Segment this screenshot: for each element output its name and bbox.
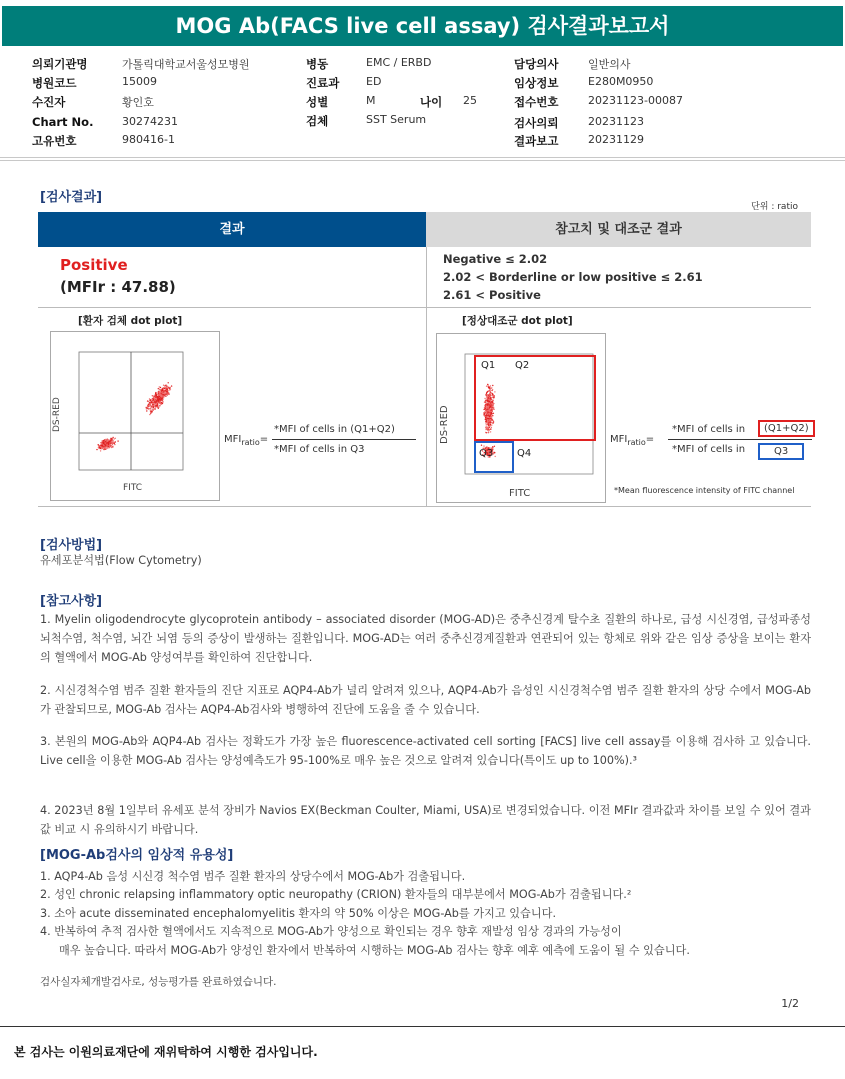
- dot: [487, 384, 488, 385]
- dot: [115, 441, 116, 442]
- request-label: 검사의뢰: [514, 116, 559, 130]
- dot: [483, 445, 484, 446]
- dot: [111, 439, 112, 440]
- dot: [487, 422, 488, 423]
- dot: [484, 398, 485, 399]
- dot: [100, 450, 101, 451]
- dot: [100, 442, 101, 443]
- dot: [158, 396, 159, 397]
- dot: [157, 397, 158, 398]
- chart-value: 30274231: [122, 115, 178, 128]
- dot: [108, 446, 109, 447]
- dot: [486, 408, 487, 409]
- denominator-left: *MFI of cells in Q3: [274, 444, 365, 455]
- institution-value: 가톨릭대학교서울성모병원: [122, 58, 250, 71]
- utility-section-title: [MOG-Ab검사의 임상적 유용성]: [40, 848, 234, 863]
- dot: [485, 400, 486, 401]
- dot: [157, 394, 158, 395]
- dot: [491, 411, 492, 412]
- dot: [151, 402, 152, 403]
- dot: [112, 443, 113, 444]
- dot: [153, 403, 154, 404]
- dot: [493, 421, 494, 422]
- dot: [168, 382, 169, 383]
- dot: [488, 402, 489, 403]
- dot: [98, 447, 99, 448]
- divider: [0, 160, 845, 161]
- dot: [153, 397, 154, 398]
- dot: [485, 432, 486, 433]
- dot: [161, 395, 162, 396]
- dot: [108, 444, 109, 445]
- dot: [494, 395, 495, 396]
- dot: [487, 392, 488, 393]
- dot: [491, 424, 492, 425]
- dot: [494, 446, 495, 447]
- sex-label: 성별: [306, 95, 329, 109]
- dot: [491, 413, 492, 414]
- dot: [170, 387, 171, 388]
- result-value: Positive: [60, 256, 128, 274]
- dot: [157, 403, 158, 404]
- dot: [147, 408, 148, 409]
- dot: [149, 414, 150, 415]
- dot: [156, 400, 157, 401]
- fraction-line-right: [668, 439, 812, 440]
- patient-info: [0, 56, 845, 151]
- dot: [492, 385, 493, 386]
- dot: [159, 392, 160, 393]
- dot: [488, 398, 489, 399]
- dot: [158, 408, 159, 409]
- utility-item-4: 4. 반복하여 추적 검사한 혈액에서도 지속적으로 MOG-Ab가 양성으로 확인되는 경우 향후 재발성 임상 경과의 가능성이: [40, 925, 622, 938]
- dot: [160, 394, 161, 395]
- numerator-left: *MFI of cells in (Q1+Q2): [274, 424, 395, 435]
- dot: [165, 390, 166, 391]
- notes-section-title: [참고사항]: [40, 594, 103, 609]
- result-divider: [426, 247, 427, 507]
- reference-header: 참고치 및 대조군 결과: [426, 212, 811, 247]
- x-axis-label: FITC: [509, 488, 531, 499]
- dot: [491, 416, 492, 417]
- receipt-label: 접수번호: [514, 95, 559, 109]
- dot: [488, 407, 489, 408]
- dot: [153, 396, 154, 397]
- dot: [104, 439, 105, 440]
- utility-item-2: 2. 성인 chronic relapsing inflammatory optic neuropathy (CRION) 환자들의 대부분에서 MOG-Ab가 검출됩니다.²: [40, 888, 632, 901]
- dot: [491, 388, 492, 389]
- utility-item-3: 3. 소아 acute disseminated encephalomyelitis 환자의 약 50% 이상은 MOG-Ab를 가지고 있습니다.: [40, 907, 556, 920]
- dot: [102, 440, 103, 441]
- dot: [160, 399, 161, 400]
- dot: [484, 411, 485, 412]
- dot: [490, 428, 491, 429]
- dot: [159, 403, 160, 404]
- dot: [113, 438, 114, 439]
- request-value: 20231123: [588, 115, 644, 128]
- dot: [491, 422, 492, 423]
- dept-label: 진료과: [306, 76, 340, 90]
- mfir-value: (MFIr : 47.88): [60, 278, 176, 296]
- dot: [490, 397, 491, 398]
- control-plot-title: [정상대조군 dot plot]: [462, 315, 573, 327]
- dot: [166, 385, 167, 386]
- denominator-right: *MFI of cells in: [672, 444, 746, 455]
- dot: [155, 392, 156, 393]
- dot: [492, 420, 493, 421]
- q1-label: Q1: [481, 360, 496, 371]
- dot: [109, 447, 110, 448]
- dot: [159, 395, 160, 396]
- dot: [162, 389, 163, 390]
- dot: [161, 402, 162, 403]
- dot: [158, 388, 159, 389]
- doctor-label: 담당의사: [514, 57, 559, 71]
- dot: [108, 440, 109, 441]
- dot: [159, 405, 160, 406]
- dot: [490, 425, 491, 426]
- note-1: 1. Myelin oligodendrocyte glycoprotein antibody – associated disorder (MOG-AD)은 중추신경계 탈수초 질환의 하나로, 급성 시신경염, 급성파종성 뇌척수염, 척수염, 뇌간 뇌염 등의 증상이 발생하는 질환입니다. MOG-AD는 여러 중추신경계질환과 연관되어 있는 항체로 위와 같은 임상 증상을 보이는 환자의 혈액에서 MOG-Ab 양성여부를 확인하여 진단합니다.: [40, 613, 811, 664]
- dot: [110, 438, 111, 439]
- clinical-value: E280M0950: [588, 75, 654, 88]
- dot: [485, 427, 486, 428]
- dot: [114, 444, 115, 445]
- chart-label: Chart No.: [32, 115, 94, 129]
- unique-label: 고유번호: [32, 134, 77, 148]
- result-hline: [38, 307, 811, 308]
- dot: [111, 441, 112, 442]
- dot: [148, 403, 149, 404]
- validation-note: 검사실자체개발검사로, 성능평가를 완료하였습니다.: [40, 976, 277, 988]
- dot: [117, 440, 118, 441]
- method-text: 유세포분석법(Flow Cytometry): [40, 554, 202, 567]
- dot: [488, 390, 489, 391]
- dot: [98, 444, 99, 445]
- dot: [102, 445, 103, 446]
- dot: [162, 391, 163, 392]
- report-date-value: 20231129: [588, 133, 644, 146]
- mean-note: *Mean fluorescence intensity of FITC channel: [614, 486, 795, 495]
- mfi-text: MFI: [610, 434, 628, 445]
- footer-divider: [0, 1026, 845, 1027]
- utility-item-4-cont: 매우 높습니다. 따라서 MOG-Ab가 양성인 환자에서 반복하여 시행하는 MOG-Ab 검사는 향후 예후 예측에 도움이 될 수 있습니다.: [59, 944, 690, 957]
- dot: [151, 406, 152, 407]
- dot: [156, 404, 157, 405]
- dot: [489, 414, 490, 415]
- y-axis-label: DS-RED: [52, 397, 62, 432]
- ref-negative: Negative ≤ 2.02: [443, 252, 548, 266]
- dot: [112, 437, 113, 438]
- dot: [491, 427, 492, 428]
- clinical-label: 임상정보: [514, 76, 559, 90]
- dot: [105, 445, 106, 446]
- dot: [483, 414, 484, 415]
- dot: [488, 432, 489, 433]
- dot: [165, 392, 166, 393]
- dot: [493, 407, 494, 408]
- dot: [489, 405, 490, 406]
- dot: [486, 386, 487, 387]
- dot: [488, 418, 489, 419]
- method-section-title: [검사방법]: [40, 538, 103, 553]
- specimen-label: 검체: [306, 114, 329, 128]
- dot: [490, 391, 491, 392]
- unit-label: 단위 : ratio: [751, 202, 798, 212]
- equals-sign: =: [645, 434, 655, 445]
- dot: [146, 410, 147, 411]
- dot: [149, 398, 150, 399]
- dot: [490, 422, 491, 423]
- dot: [112, 440, 113, 441]
- q2-label: Q2: [515, 360, 530, 371]
- dot: [156, 394, 157, 395]
- numerator-q1q2-box: (Q1+Q2): [758, 420, 815, 437]
- fraction-line-left: [272, 439, 416, 440]
- dot: [493, 397, 494, 398]
- receipt-value: 20231123-00087: [588, 94, 683, 107]
- dot: [489, 387, 490, 388]
- patient-plot-frame: [50, 331, 220, 501]
- dot: [484, 408, 485, 409]
- dot: [151, 408, 152, 409]
- q3-label: Q3: [479, 448, 494, 459]
- x-axis-label: FITC: [123, 483, 143, 493]
- dot: [112, 446, 113, 447]
- dot: [150, 408, 151, 409]
- dot: [490, 399, 491, 400]
- dot: [150, 410, 151, 411]
- ward-value: EMC / ERBD: [366, 56, 432, 69]
- dot: [487, 418, 488, 419]
- dot: [105, 439, 106, 440]
- dot: [101, 448, 102, 449]
- dot: [484, 416, 485, 417]
- dot: [490, 385, 491, 386]
- mfi-label-right: [610, 434, 654, 447]
- dot: [489, 395, 490, 396]
- dot: [489, 416, 490, 417]
- ward-label: 병동: [306, 57, 329, 71]
- dot: [165, 396, 166, 397]
- mfi-text: MFI: [224, 434, 242, 445]
- dot: [164, 393, 165, 394]
- dot: [486, 396, 487, 397]
- dot: [167, 386, 168, 387]
- dot: [486, 426, 487, 427]
- dot: [110, 442, 111, 443]
- dot: [492, 397, 493, 398]
- dot: [102, 442, 103, 443]
- dot: [155, 408, 156, 409]
- dot: [158, 400, 159, 401]
- dot: [155, 396, 156, 397]
- dot: [492, 406, 493, 407]
- utility-item-1: 1. AQP4-Ab 음성 시신경 척수염 범주 질환 환자의 상당수에서 MOG-Ab가 검출됩니다.: [40, 870, 466, 883]
- dot: [167, 390, 168, 391]
- sex-value: M: [366, 94, 376, 107]
- dot: [492, 400, 493, 401]
- result-section-title: [검사결과]: [40, 190, 103, 205]
- dot: [492, 403, 493, 404]
- doctor-value: 일반의사: [588, 58, 631, 71]
- dot: [486, 410, 487, 411]
- dot: [161, 399, 162, 400]
- dot: [100, 447, 101, 448]
- dot: [103, 446, 104, 447]
- dot: [486, 412, 487, 413]
- dot: [156, 395, 157, 396]
- dot: [487, 400, 488, 401]
- dot: [492, 389, 493, 390]
- dot: [108, 442, 109, 443]
- dot: [106, 448, 107, 449]
- dot: [106, 444, 107, 445]
- dot: [488, 430, 489, 431]
- ref-positive: 2.61 < Positive: [443, 288, 541, 302]
- control-plot-frame: [436, 333, 606, 503]
- dot: [485, 422, 486, 423]
- hospital-code-label: 병원코드: [32, 76, 77, 90]
- dot: [487, 412, 488, 413]
- mfi-label-left: [224, 434, 268, 447]
- dot: [150, 413, 151, 414]
- dept-value: ED: [366, 75, 382, 88]
- dot: [484, 412, 485, 413]
- dot: [490, 419, 491, 420]
- dot: [99, 445, 100, 446]
- dot: [159, 389, 160, 390]
- dot: [487, 430, 488, 431]
- dot: [488, 424, 489, 425]
- unique-value: 980416-1: [122, 133, 175, 146]
- patient-plot-title: [환자 검체 dot plot]: [78, 315, 183, 327]
- dot: [487, 406, 488, 407]
- dot: [163, 385, 164, 386]
- note-4: 4. 2023년 8월 1일부터 유세포 분석 장비가 Navios EX(Beckman Coulter, Miami, USA)로 변경되었습니다. 이전 MFIr 결과값과 차이를 보일 수 있어 결과값 비교 시 유의하시기 바랍니다.: [40, 804, 811, 836]
- dot: [152, 406, 153, 407]
- dot: [104, 444, 105, 445]
- dot: [109, 441, 110, 442]
- dot: [151, 412, 152, 413]
- dot: [485, 423, 486, 424]
- dot: [489, 421, 490, 422]
- dot: [490, 401, 491, 402]
- dot: [492, 393, 493, 394]
- report-title: MOG Ab(FACS live cell assay) 검사결과보고서: [2, 6, 843, 46]
- dot: [486, 414, 487, 415]
- dot: [115, 438, 116, 439]
- dot: [147, 400, 148, 401]
- dot: [485, 418, 486, 419]
- dot: [105, 441, 106, 442]
- patient-dot-plot: [51, 332, 219, 500]
- note-3: 3. 본원의 MOG-Ab와 AQP4-Ab 검사는 정확도가 가장 높은 fluorescence-activated cell sorting [FACS] live cell assay를 이용해 검사하 고 있습니다. Live cell을 이용한 MOG-Ab 검사는 양성예측도가 95-100%로 매우 높은 것으로 알려져 있습니다(특이도 up to 100%).³: [40, 735, 811, 767]
- ratio-sub: ratio: [241, 438, 260, 447]
- dot: [171, 385, 172, 386]
- dot: [159, 386, 160, 387]
- patient-value: 황인호: [122, 96, 154, 109]
- dot: [167, 394, 168, 395]
- dot: [495, 456, 496, 457]
- numerator-right: *MFI of cells in: [672, 424, 746, 435]
- dot: [487, 414, 488, 415]
- dot: [111, 445, 112, 446]
- control-dot-plot: [437, 334, 605, 502]
- dot: [160, 387, 161, 388]
- page-number: 1/2: [781, 997, 799, 1010]
- dot: [96, 449, 97, 450]
- dot: [156, 401, 157, 402]
- divider: [0, 157, 845, 158]
- dot: [493, 413, 494, 414]
- dot: [486, 393, 487, 394]
- dot: [166, 389, 167, 390]
- dot: [490, 407, 491, 408]
- footer-note: 본 검사는 이원의료재단에 재위탁하여 시행한 검사입니다.: [14, 1045, 318, 1059]
- dot: [105, 448, 106, 449]
- dot: [481, 445, 482, 446]
- dot: [486, 394, 487, 395]
- dot: [489, 427, 490, 428]
- report-date-label: 결과보고: [514, 134, 559, 148]
- dot: [486, 427, 487, 428]
- dot: [492, 415, 493, 416]
- dot: [153, 409, 154, 410]
- dot: [111, 438, 112, 439]
- dot: [489, 410, 490, 411]
- dot: [146, 407, 147, 408]
- denominator-q3-box: Q3: [758, 443, 804, 460]
- patient-label: 수진자: [32, 95, 66, 109]
- q4-label: Q4: [517, 448, 532, 459]
- age-value: 25: [463, 94, 477, 107]
- result-header: 결과: [38, 212, 426, 247]
- dot: [154, 399, 155, 400]
- dot: [107, 440, 108, 441]
- dot: [163, 397, 164, 398]
- dot: [494, 391, 495, 392]
- dot: [152, 395, 153, 396]
- dot: [152, 399, 153, 400]
- dot: [490, 431, 491, 432]
- dot: [485, 421, 486, 422]
- dot: [106, 439, 107, 440]
- dot: [154, 402, 155, 403]
- dot: [487, 420, 488, 421]
- ref-borderline: 2.02 < Borderline or low positive ≤ 2.61: [443, 270, 703, 284]
- dot: [485, 429, 486, 430]
- dot: [157, 405, 158, 406]
- institution-label: 의뢰기관명: [32, 57, 88, 71]
- dot: [111, 447, 112, 448]
- specimen-value: SST Serum: [366, 113, 427, 126]
- y-axis-label: DS-RED: [439, 405, 450, 444]
- dot: [150, 403, 151, 404]
- ratio-sub: ratio: [627, 438, 646, 447]
- dot: [148, 406, 149, 407]
- note-2: 2. 시신경척수염 범주 질환 환자들의 진단 지표로 AQP4-Ab가 널리 알려져 있으나, AQP4-Ab가 음성인 시신경척수염 범주 질환 환자의 상당 수에서 MOG-Ab가 관찰되므로, MOG-Ab 검사는 AQP4-Ab검사와 병행하여 진단에 도움을 줄 수 있습니다.: [40, 684, 811, 716]
- dot: [148, 408, 149, 409]
- dot: [485, 404, 486, 405]
- equals-sign: =: [259, 434, 269, 445]
- dot: [488, 404, 489, 405]
- dot: [489, 389, 490, 390]
- hospital-code-value: 15009: [122, 75, 157, 88]
- age-label: 나이: [420, 95, 443, 109]
